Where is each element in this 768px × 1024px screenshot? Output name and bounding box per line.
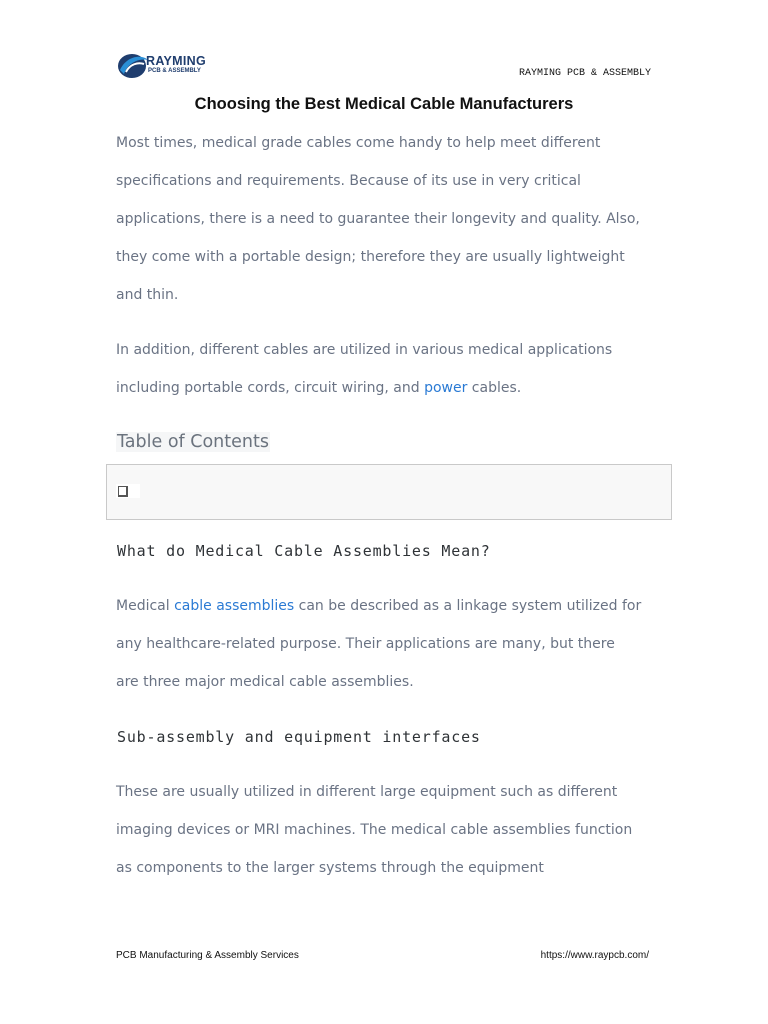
paragraph-line: These are usually utilized in different large equipment such as different: [116, 784, 618, 800]
power-link[interactable]: power: [424, 380, 468, 396]
logo-wordmark: RAYMING: [146, 54, 206, 68]
text-segment: Medical: [116, 598, 175, 614]
page-title: Choosing the Best Medical Cable Manufacturers: [194, 95, 574, 113]
intro-line: applications, there is a need to guarantee their longevity and quality. Also,: [116, 211, 640, 227]
footer-left-text: PCB Manufacturing & Assembly Services: [116, 950, 299, 961]
text-segment: can be described as a linkage system utilized for: [294, 598, 642, 614]
footer-url-link[interactable]: https://www.raypcb.com/: [540, 950, 649, 961]
section-heading-medical-cable-assemblies: What do Medical Cable Assemblies Mean?: [117, 542, 491, 560]
toc-title: Table of Contents: [117, 432, 269, 452]
text-segment: including portable cords, circuit wiring, and: [116, 380, 425, 396]
section1-paragraph: [116, 587, 661, 701]
header-company-name: RAYMING PCB & ASSEMBLY: [518, 68, 651, 79]
text-segment: cables.: [467, 380, 522, 396]
paragraph-line: any healthcare-related purpose. Their applications are many, but there: [116, 636, 615, 652]
intro-line: Most times, medical grade cables come handy to help meet different: [116, 135, 601, 151]
paragraph-line: [116, 369, 661, 407]
toc-box: [106, 464, 672, 520]
cable-assemblies-link[interactable]: cable assemblies: [174, 598, 295, 614]
paragraph-line: as components to the larger systems through the equipment: [116, 860, 544, 876]
paragraph-line: In addition, different cables are utilized in various medical applications: [116, 342, 613, 358]
paragraph-line: imaging devices or MRI machines. The medical cable assemblies function: [116, 822, 633, 838]
section-heading-sub-assembly: Sub-assembly and equipment interfaces: [117, 728, 481, 746]
section2-paragraph: [116, 773, 661, 887]
applications-paragraph: [116, 331, 661, 407]
intro-line: and thin.: [116, 287, 179, 303]
logo-subtitle: PCB & ASSEMBLY: [148, 68, 201, 74]
intro-paragraph: [116, 124, 661, 314]
paragraph-line: are three major medical cable assemblies.: [116, 674, 414, 690]
paragraph-line: [116, 587, 661, 625]
intro-line: specifications and requirements. Because of its use in very critical: [116, 173, 581, 189]
toc-toggle-icon[interactable]: [118, 486, 128, 497]
intro-line: they come with a portable design; therefore they are usually lightweight: [116, 249, 625, 265]
